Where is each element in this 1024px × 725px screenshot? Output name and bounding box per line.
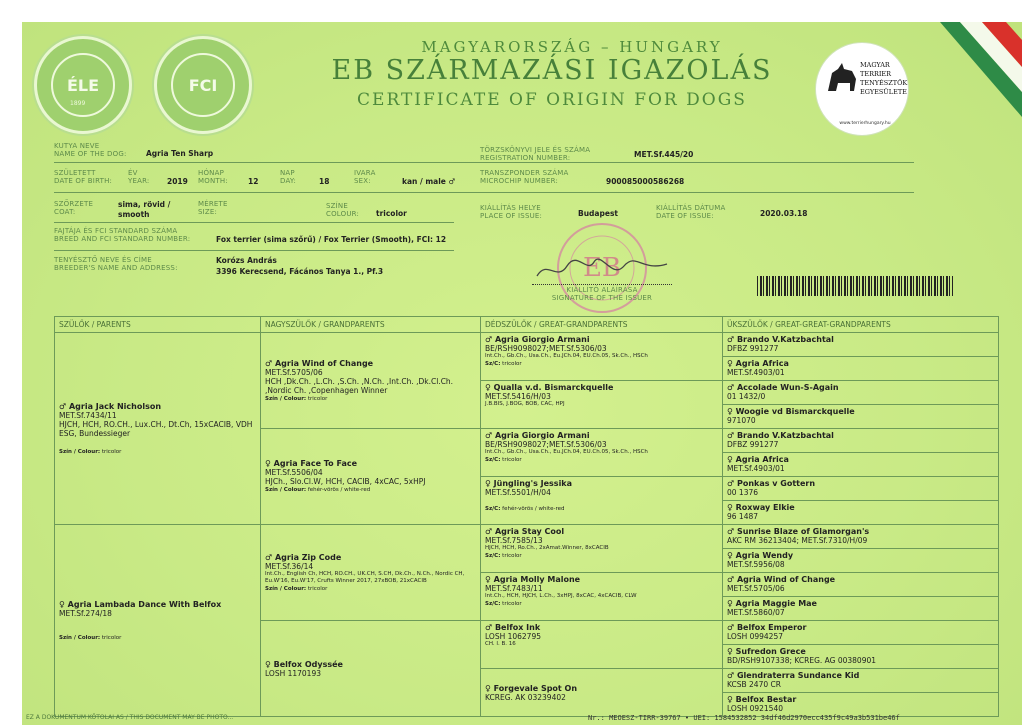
- gg9-name: ♂ Sunrise Blaze of Glamorgan's: [727, 527, 870, 536]
- gg3-reg: 01 1432/0: [727, 392, 766, 401]
- g8-cell: [481, 669, 723, 717]
- header-parents: SZÜLŐK / PARENTS: [55, 317, 261, 333]
- gg12-name: ♀ Agria Maggie Mae: [727, 599, 817, 608]
- sire-colour: Szín / Colour: tricolor: [59, 448, 122, 455]
- day-value: 18: [319, 177, 330, 186]
- place-value: Budapest: [578, 209, 618, 218]
- footer-left-text: EZ A DOKUMENTUM KÖTOLAI AS / THIS DOCUMENT MAY BE PHOTO...: [26, 714, 234, 721]
- gp3-titles: Int.Ch., English Ch, HCH, RO.CH., UK.CH, S.CH, Dk.Ch., N.Ch., Nordic CH, Eu.W'16, Eu.W'17, Crufts Winner 2017, 27xBOB, 21xCACIB: [265, 570, 465, 584]
- g3-reg: BE/RSH9098027;MET.Sf.5306/03: [485, 440, 607, 449]
- dob-label: SZÜLETETT DATE OF BIRTH:: [54, 169, 113, 185]
- sex-value: kan / male ♂: [402, 177, 456, 186]
- dam-colour: Szín / Colour: tricolor: [59, 634, 122, 641]
- fci-seal-text: FCI: [171, 53, 235, 117]
- g7-name: ♂ Belfox Ink: [485, 623, 541, 632]
- fci-seal: [154, 36, 252, 134]
- sire-titles: HJCH, HCH, RO.CH., Lux.CH., Dt.Ch, 15xCACIB, VDH ESG, Bundessieger: [59, 419, 253, 438]
- coat-value-line2: smooth: [118, 210, 150, 219]
- g3-name: ♂ Agria Giorgio Armani: [485, 431, 590, 440]
- breed-value: Fox terrier (sima szőrű) / Fox Terrier (Smooth), FCI: 12: [216, 235, 447, 244]
- g6-cell: [481, 573, 723, 621]
- g8-reg: KCREG. AK 03239402: [485, 692, 566, 702]
- g1-name: ♂ Agria Giorgio Armani: [485, 335, 590, 344]
- month-label: HÓNAP MONTH:: [198, 169, 228, 185]
- g4-colour: Sz/C: fehér-vörös / white-red: [485, 506, 565, 512]
- gg7-reg: 00 1376: [727, 488, 759, 497]
- dog-name-label: KUTYA NEVE NAME OF THE DOG:: [54, 142, 127, 158]
- gg15-cell: [723, 669, 999, 693]
- header-great-great-grandparents: ÜKSZÜLŐK / GREAT-GREAT-GRANDPARENTS: [723, 317, 999, 333]
- gg4-cell: [723, 405, 999, 429]
- registration-value: MET.Sf.445/20: [634, 150, 694, 159]
- g6-reg: MET.Sf.7483/11: [485, 584, 543, 593]
- g5-titles: HJCH, HCH, Ro.Ch., 2xAmat.Winner, 8xCACIB: [485, 545, 609, 551]
- year-label: ÉV YEAR:: [128, 169, 150, 185]
- dam-cell: [55, 525, 261, 717]
- gp2-name: ♀ Agria Face To Face: [265, 459, 358, 468]
- g5-colour: Sz/C: tricolor: [485, 553, 522, 559]
- gg11-cell: [723, 573, 999, 597]
- gg12-reg: MET.Sf.5860/07: [727, 608, 785, 617]
- microchip-label: TRANSZPONDER SZÁMA MICROCHIP NUMBER:: [480, 169, 569, 185]
- gp2-cell: [261, 429, 481, 525]
- certificate-page: [22, 22, 1022, 725]
- g4-cell: [481, 477, 723, 525]
- gg2-reg: MET.Sf.4903/01: [727, 368, 785, 377]
- gg9-reg: AKC RM 36213404; MET.Sf.7310/H/09: [727, 536, 868, 545]
- gg8-cell: [723, 501, 999, 525]
- g4-reg: MET.Sf.5501/H/04: [485, 488, 551, 497]
- gg6-cell: [723, 453, 999, 477]
- gp1-colour: Szín / Colour: tricolor: [265, 395, 328, 402]
- rule-2: [54, 192, 914, 193]
- day-label: NAP DAY:: [280, 169, 297, 185]
- gg13-name: ♂ Belfox Emperor: [727, 623, 807, 632]
- gg6-reg: MET.Sf.4903/01: [727, 464, 785, 473]
- gg8-name: ♀ Roxway Elkie: [727, 503, 795, 512]
- terrier-dog-icon: [824, 61, 860, 101]
- gg14-name: ♀ Sufredon Grece: [727, 647, 806, 656]
- sire-reg: MET.Sf.7434/11: [59, 410, 117, 420]
- gg5-cell: [723, 429, 999, 453]
- gp3-name: ♂ Agria Zip Code: [265, 552, 342, 562]
- breeder-name: Korózs András: [216, 256, 277, 265]
- gg16-cell: [723, 693, 999, 717]
- g6-titles: Int.Ch., HCH, HJCH, L.Ch., 3xHPJ, 8xCAC, 4xCACIB, CLW: [485, 593, 637, 599]
- gp1-cell: [261, 333, 481, 429]
- dog-name-value: Agria Ten Sharp: [146, 149, 214, 158]
- gg3-name: ♂ Accolade Wun-S-Again: [727, 383, 839, 392]
- colour-label: SZÍNE COLOUR:: [326, 202, 360, 218]
- gg10-name: ♀ Agria Wendy: [727, 551, 794, 560]
- date-issue-value: 2020.03.18: [760, 209, 808, 218]
- rule-1: [54, 162, 914, 163]
- g4-name: ♀ Jüngling's Jessika: [485, 479, 573, 488]
- rule-4: [54, 250, 454, 251]
- terrier-club-url: www.terrierhungary.hu: [839, 121, 891, 126]
- coat-label: SZŐRZETE COAT:: [54, 200, 94, 216]
- gp3-cell: [261, 525, 481, 621]
- mee-seal-year: 1899: [70, 100, 86, 107]
- gg11-name: ♂ Agria Wind of Change: [727, 575, 836, 584]
- hungarian-flag-corner: [902, 22, 1022, 182]
- gg10-reg: MET.Sf.5956/08: [727, 560, 785, 569]
- gg2-cell: [723, 357, 999, 381]
- gp2-colour: Szín / Colour: fehér-vörös / white-red: [265, 487, 371, 493]
- registration-label: TÖRZSKÖNYVI JELE ÉS SZÁMA REGISTRATION NUMBER:: [480, 146, 591, 162]
- gg1-name: ♂ Brando V.Katzbachtal: [727, 335, 834, 344]
- gg16-name: ♀ Belfox Bestar: [727, 695, 797, 704]
- gg13-cell: [723, 621, 999, 645]
- pedigree-table: [54, 316, 999, 717]
- svg-text:EB: EB: [582, 253, 622, 283]
- mee-seal-text: ÉLE: [51, 53, 115, 117]
- dam-name: ♀ Agria Lambada Dance With Belfox: [59, 599, 222, 609]
- gg3-cell: [723, 381, 999, 405]
- gp1-reg: MET.Sf.5705/06: [265, 367, 323, 377]
- colour-value: tricolor: [376, 209, 407, 218]
- gg11-reg: MET.Sf.5705/06: [727, 584, 785, 593]
- gg10-cell: [723, 549, 999, 573]
- gg5-reg: DFBZ 991277: [727, 440, 779, 449]
- title-english: CERTIFICATE OF ORIGIN FOR DOGS: [357, 90, 747, 110]
- gp3-reg: MET.Sf.36/14: [265, 561, 314, 571]
- g3-cell: [481, 429, 723, 477]
- gg12-cell: [723, 597, 999, 621]
- country-heading: MAGYARORSZÁG – HUNGARY: [421, 38, 723, 56]
- g5-reg: MET.Sf.7585/13: [485, 536, 543, 545]
- sire-name: ♂ Agria Jack Nicholson: [59, 401, 162, 411]
- gg1-reg: DFBZ 991277: [727, 344, 779, 353]
- breed-label: FAJTÁJA ÉS FCI STANDARD SZÁMA BREED AND FCI STANDARD NUMBER:: [54, 227, 191, 243]
- gp2-reg: MET.Sf.5506/04: [265, 468, 323, 477]
- issuer-signature: [532, 254, 672, 284]
- mee-seal: [34, 36, 132, 134]
- g5-cell: [481, 525, 723, 573]
- gg15-name: ♂ Glendraterra Sundance Kid: [727, 671, 860, 680]
- gg5-name: ♂ Brando V.Katzbachtal: [727, 431, 834, 440]
- breeder-address: 3396 Kerecsend, Fácános Tanya 1., Pf.3: [216, 267, 384, 276]
- g3-colour: Sz/C: tricolor: [485, 457, 522, 463]
- size-label: MÉRETE SIZE:: [198, 200, 228, 216]
- microchip-value: 900085000586268: [606, 177, 685, 186]
- g1-reg: BE/RSH9098027;MET.Sf.5306/03: [485, 344, 607, 353]
- gg4-reg: 971070: [727, 416, 756, 425]
- dam-reg: MET.Sf.274/18: [59, 608, 112, 618]
- g1-titles: Int.Ch., Gb.Ch., Usa.Ch., Eu.JCh.04, EU.Ch.05, Sk.Ch., HSCh: [485, 353, 648, 359]
- gp1-name: ♂ Agria Wind of Change: [265, 358, 374, 368]
- g2-titles: J.B.BIS, J.BOG, BOB, CAC, HPJ: [485, 401, 565, 407]
- g6-name: ♀ Agria Molly Malone: [485, 575, 581, 584]
- g1-colour: Sz/C: tricolor: [485, 361, 522, 367]
- date-issue-label: KIÁLLÍTÁS DÁTUMA DATE OF ISSUE:: [656, 204, 726, 220]
- gp4-name: ♀ Belfox Odyssée: [265, 659, 343, 669]
- g2-reg: MET.Sf.5416/H/03: [485, 392, 551, 401]
- g1-cell: [481, 333, 723, 381]
- rule-3: [54, 222, 454, 223]
- header-great-grandparents: DÉDSZÜLŐK / GREAT-GRANDPARENTS: [481, 317, 723, 333]
- gg14-cell: [723, 645, 999, 669]
- gg13-reg: LOSH 0994257: [727, 632, 784, 641]
- terrier-club-logo: [815, 42, 909, 136]
- terrier-club-name: MAGYAR TERRIER TENYÉSZTŐK EGYESÜLETE: [860, 61, 908, 96]
- g8-name: ♀ Forgevale Spot On: [485, 683, 578, 693]
- coat-value-line1: sima, rövid /: [118, 200, 171, 209]
- sire-cell: [55, 333, 261, 525]
- gg4-name: ♀ Woogie vd Bismarckquelle: [727, 407, 855, 416]
- g2-name: ♀ Qualla v.d. Bismarckquelle: [485, 383, 614, 392]
- signature-label: KIÁLLÍTÓ ALÁÍRÁSA SIGNATURE OF THE ISSUER: [551, 286, 653, 302]
- gp3-colour: Szín / Colour: tricolor: [265, 585, 328, 592]
- gp2-titles: HJCh., Slo.Cl.W, HCH, CACIB, 4xCAC, 5xHPJ: [265, 477, 426, 486]
- gp4-cell: [261, 621, 481, 717]
- barcode: [757, 276, 953, 296]
- gp4-reg: LOSH 1170193: [265, 668, 322, 678]
- gg14-reg: BD/RSH9107338; KCREG. AG 00380901: [727, 656, 877, 665]
- gg16-reg: LOSH 0921540: [727, 704, 784, 713]
- gg8-reg: 96 1487: [727, 512, 759, 521]
- title-hungarian: EB SZÁRMAZÁSI IGAZOLÁS: [331, 55, 773, 86]
- gg2-name: ♀ Agria Africa: [727, 359, 789, 368]
- year-value: 2019: [167, 177, 188, 186]
- gg9-cell: [723, 525, 999, 549]
- sex-label: IVARA SEX:: [354, 169, 376, 185]
- gg7-name: ♂ Ponkas v Gottern: [727, 479, 816, 488]
- signature-line: [532, 284, 672, 285]
- header-grandparents: NAGYSZÜLŐK / GRANDPARENTS: [261, 317, 481, 333]
- gg7-cell: [723, 477, 999, 501]
- g6-colour: Sz/C: tricolor: [485, 601, 522, 607]
- g7-reg: LOSH 1062795: [485, 632, 542, 641]
- footer-serial-number: Nr.: MEOESZ-TIRR-39767 • UEI: 1584532852 34df46d2970ecc435f9c49a3b531be46f: [588, 714, 900, 722]
- g3-titles: Int.Ch., Gb.Ch., Usa.Ch., Eu.JCh.04, EU.Ch.05, Sk.Ch., HSCh: [485, 449, 648, 455]
- breeder-label: TENYÉSZTŐ NEVE ÉS CÍME BREEDER'S NAME AND ADDRESS:: [54, 256, 178, 272]
- g7-cell: [481, 621, 723, 669]
- gg1-cell: [723, 333, 999, 357]
- g5-name: ♂ Agria Stay Cool: [485, 527, 565, 536]
- g7-titles: CH. I. B. 16: [485, 641, 516, 647]
- g2-cell: [481, 381, 723, 429]
- place-label: KIÁLLÍTÁS HELYE PLACE OF ISSUE:: [480, 204, 543, 220]
- gg6-name: ♀ Agria Africa: [727, 455, 789, 464]
- month-value: 12: [248, 177, 259, 186]
- gp1-titles: HCH ,Dk.Ch. ,L.Ch. ,S.Ch. ,N.Ch. ,Int.Ch. ,Dk.Cl.Ch. ,Nordic Ch. ,Copenhagen Winner: [265, 376, 454, 395]
- gg15-reg: KCSB 2470 CR: [727, 680, 781, 689]
